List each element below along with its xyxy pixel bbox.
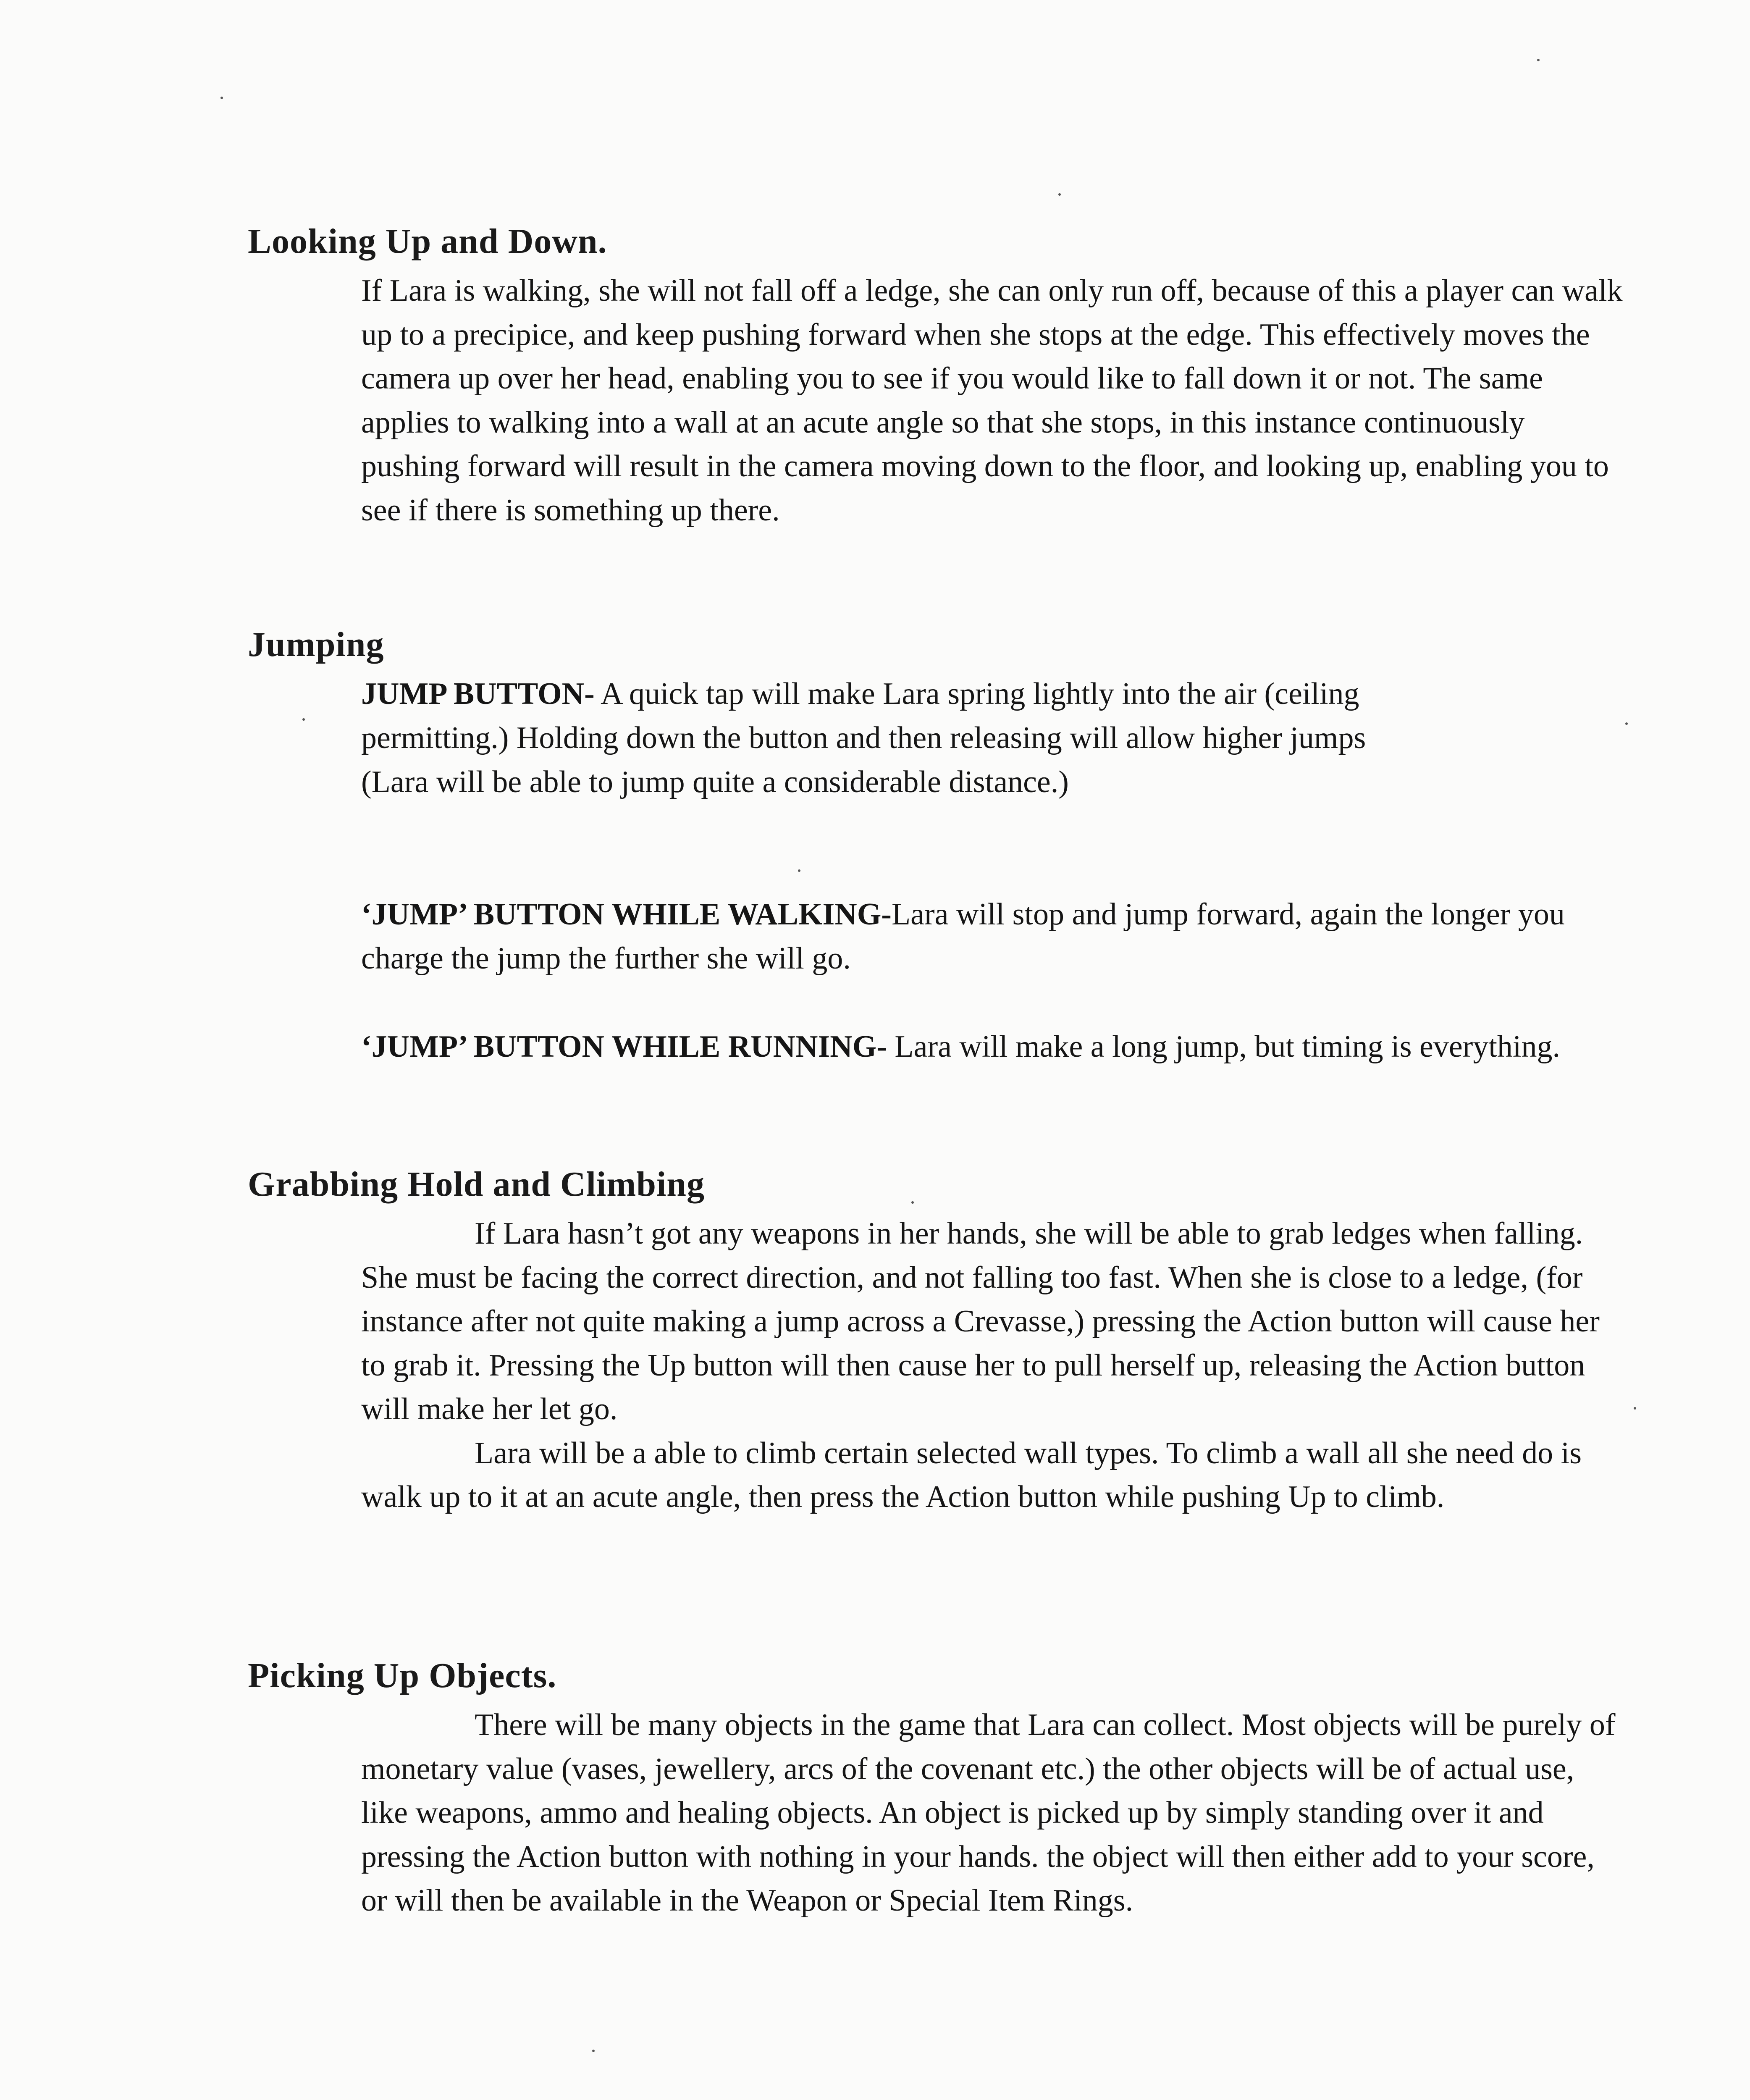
paragraph-climbing-walls: Lara will be a able to climb certain selected wall types. To climb a wall all she need do is walk up to it at an acute angle, then press the Action button while pushing Up to climb. <box>361 1436 1582 1514</box>
grabbing-body <box>361 1212 1604 1519</box>
jump-item-jump-button <box>361 672 1390 804</box>
paragraph-grabbing-ledges: If Lara hasn’t got any weapons in her hands, she will be able to grab ledges when falling. She must be facing the correct direction, and not falling too fast. When she is close to a ledge, (for instance after not quite making a jump across a Crevasse,) pressing the Action button will cause her to grab it. Pressing the Up button will then cause her to pull herself up, releasing the Action button will make her let go. <box>361 1216 1600 1426</box>
heading-grabbing-hold-and-climbing: Grabbing Hold and Climbing <box>248 1165 705 1204</box>
scan-speck <box>1634 1407 1636 1410</box>
scan-speck <box>302 718 305 721</box>
jump-item-label: ‘JUMP’ BUTTON WHILE WALKING- <box>361 897 892 932</box>
jump-item-text: Lara will stop and jump forward, again the longer you charge the jump the further she will go. <box>361 897 1565 976</box>
paragraph-looking-up-and-down: If Lara is walking, she will not fall off a ledge, she can only run off, because of this a player can walk up to a precipice, and keep pushing forward when she stops at the edge. This effectively moves the camera up over her head, enabling you to see if you would like to fall down it or not. The same applies to walking into a wall at an acute angle so that she stops, in this instance continuously pushing forward will result in the camera moving down to the floor, and looking up, enabling you to see if there is something up there. <box>361 273 1623 528</box>
jump-item-text: Lara will make a long jump, but timing is everything. <box>887 1029 1560 1064</box>
jump-item-jump-while-walking <box>361 892 1629 981</box>
scan-speck <box>798 869 800 872</box>
scan-speck <box>1537 59 1540 61</box>
paragraph-picking-up-objects: There will be many objects in the game that Lara can collect. Most objects will be purely of monetary value (vases, jewellery, arcs of the covenant etc.) the other objects will be of actual use, like weapons, ammo and healing objects. An object is picked up by simply standing over it and pressing the Action button with nothing in your hands. the object will then either add to your score, or will then be available in the Weapon or Special Item Rings. <box>361 1708 1616 1918</box>
scan-speck <box>1625 722 1628 725</box>
jump-item-text: A quick tap will make Lara spring lightly into the air (ceiling permitting.) Holding down the button and then releasing will allow higher jumps (Lara will be able to jump quite a considerable distance.) <box>361 677 1366 799</box>
heading-picking-up-objects: Picking Up Objects. <box>248 1656 557 1695</box>
scan-speck <box>220 97 223 99</box>
scan-speck <box>592 2050 595 2052</box>
heading-jumping: Jumping <box>248 625 384 664</box>
jump-item-jump-while-running <box>361 1025 1629 1069</box>
jump-item-label: ‘JUMP’ BUTTON WHILE RUNNING- <box>361 1029 887 1064</box>
heading-looking-up-and-down: Looking Up and Down. <box>248 222 607 261</box>
jump-item-label: JUMP BUTTON- <box>361 677 595 711</box>
scan-speck <box>1058 193 1061 196</box>
scan-speck <box>911 1201 914 1204</box>
picking-body <box>361 1703 1621 1923</box>
